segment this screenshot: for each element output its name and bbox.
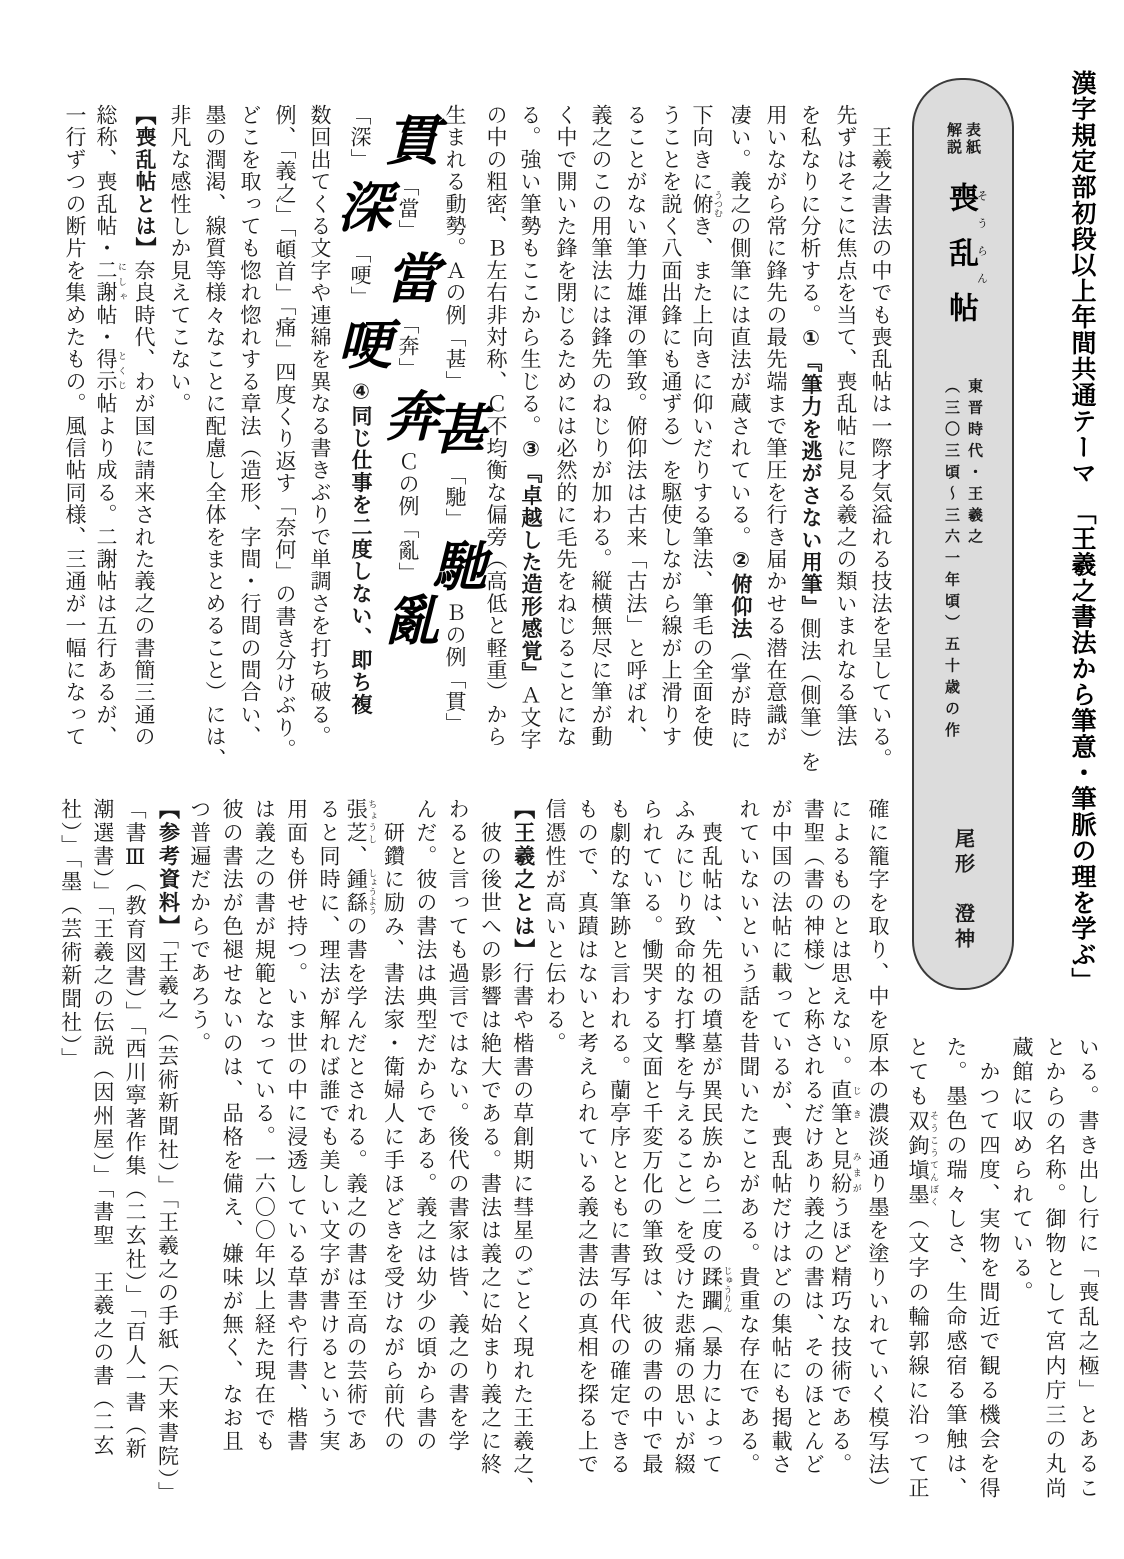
text-column — [723, 104, 758, 804]
text-segment: 下向きに — [690, 104, 714, 193]
text-segment: 側法（側筆）を — [798, 617, 822, 774]
pill-title — [938, 182, 988, 347]
pill-author: 尾形 澄神 — [951, 828, 974, 953]
text-column — [119, 798, 151, 1556]
text-column — [127, 104, 162, 804]
inline-heading-segment: ②俯仰法 — [729, 548, 752, 640]
text-column — [313, 798, 345, 1556]
text-segment: は義之の書が規範となっている。一六〇〇年以上経た現在でも — [252, 798, 277, 1454]
text-segment: 奈良時代、わが国に請来された義之の書簡三通の — [132, 259, 156, 748]
text-segment: 俯 うつむ — [690, 190, 723, 218]
text-segment: 信憑性が高いと伝わる。 — [543, 798, 568, 1056]
text-column — [906, 1036, 939, 1514]
text-column — [1071, 1036, 1104, 1514]
text-column — [506, 798, 538, 1556]
text-segment: うほど精巧な技術である。 — [828, 1195, 853, 1477]
text-segment: 王羲之書法の中でも喪乱帖は一際才気溢れる技法を呈している。 — [869, 104, 893, 770]
text-segment: 用いながら常に鋒先の最先端まで筆圧を行き届かせる潜在意識が — [764, 104, 788, 748]
pill-kicker-line2: 解説 — [945, 122, 962, 156]
text-segment: 二謝 にしゃ — [94, 259, 127, 304]
text-segment: （文字の輪郭線に沿って正 — [906, 1207, 930, 1502]
text-segment: き、また上向きに仰いだりする筆法、筆毛の全面を使 — [690, 215, 714, 748]
calligraphy-example-glyph: 深 — [330, 178, 390, 234]
text-column — [653, 104, 688, 804]
text-segment: いる。書き出し行に「喪乱之極」とあるこ — [1076, 1036, 1100, 1502]
text-segment: ることがない筆力雄渾の筆致。俯仰法は古来「古法」と呼ばれ、 — [624, 104, 648, 748]
text-column — [939, 1036, 972, 1514]
text-segment: 得示 とくじ — [94, 348, 127, 393]
text-segment: どこを取っても惚れ惚れする章法（造形、字間・行間の間合い、 — [238, 104, 262, 748]
text-segment: かつて四度、実物を間近で観る機会を得 — [977, 1036, 1001, 1502]
text-segment: 「奔」 — [396, 313, 420, 380]
text-column — [410, 798, 442, 1556]
text-column — [302, 104, 337, 804]
pill-subtitle — [940, 378, 986, 744]
text-column — [1005, 1036, 1038, 1514]
lower-right-text-block — [906, 1036, 1104, 1514]
text-column — [57, 104, 92, 804]
text-column — [583, 104, 618, 804]
inline-heading-segment: ①『筆力を逃がさない用筆』 — [799, 326, 822, 618]
text-column — [216, 798, 248, 1556]
inline-heading-segment: 【参考資料】 — [156, 798, 180, 939]
text-segment: によるものとは思えない。 — [828, 798, 853, 1079]
calligraphy-example-glyph: 當 — [378, 249, 438, 306]
text-column — [636, 798, 668, 1556]
text-segment: （掌が時に — [728, 639, 752, 751]
text-segment: が中国の法帖に載っているが、喪乱帖だけはどの集帖にも掲載さ — [769, 798, 794, 1477]
text-segment: と — [828, 1125, 853, 1150]
text-segment: 喪そう — [944, 182, 988, 237]
text-segment: わると言っても過言ではない。後代の書家は皆、義之の書を学 — [446, 798, 471, 1454]
inline-heading-segment: 【喪乱帖とは】 — [133, 104, 156, 260]
text-column — [539, 798, 571, 1556]
text-column — [378, 104, 438, 804]
text-segment: 社）」「墨（芸術新聞社）」 — [58, 798, 83, 1071]
text-segment: の中の粗密、Ｂ左右非対称、Ｃ不均衡な偏旁（高低と軽重）から — [484, 104, 508, 748]
text-segment: （暴力によって — [699, 1312, 724, 1477]
text-column — [829, 798, 861, 1556]
text-column — [793, 104, 828, 804]
text-column — [87, 798, 119, 1556]
text-segment: 研鑽に励み、書法家・衛婦人に手ほどきを受けながら前代の — [381, 798, 406, 1454]
text-segment: つ普遍だからであろう。 — [187, 798, 212, 1056]
text-segment: 義之のこの用筆法には鋒先のねじりが加わる。縦横無尽に筆が動 — [589, 104, 613, 748]
text-segment: 書聖（書の神様）と称されるだけあり義之の書は、そのほとんど — [801, 798, 826, 1477]
text-segment: 行書や楷書の草創期に彗星のごとく現れた王羲之、 — [510, 961, 535, 1501]
calligraphy-example-glyph: 馳 — [425, 538, 485, 594]
text-segment: 、 — [344, 844, 369, 869]
text-segment: 確に籠字を取り、中を原本の濃淡通り墨を塗りいれていく模写法） — [866, 798, 890, 1500]
text-segment: 例、「義之」「頓首」「痛」四度くり返す「奈何」の書き分けぶり。 — [273, 104, 297, 761]
text-column — [232, 104, 267, 804]
inline-heading-segment: 【王羲之とは】 — [511, 798, 535, 962]
text-segment: れていないという話を昔聞いたことがある。貴重な存在である。 — [736, 798, 761, 1477]
text-segment: 見紛 みまが — [828, 1149, 862, 1196]
text-segment: ふみにじり致命的な打撃を与えること）を受けた悲痛の思いが綴 — [672, 798, 697, 1477]
text-segment: 「深」 — [348, 104, 372, 171]
text-segment: Ｂの例「貫」 — [443, 601, 467, 735]
text-segment: 直筆 じき — [828, 1078, 862, 1126]
text-segment: とからの名称。御物として宮内庁三の丸尚 — [1043, 1036, 1067, 1502]
text-column — [197, 104, 232, 804]
text-segment: 用面も併せ持つ。いま世の中に浸透している草書や行書、楷書 — [284, 798, 309, 1454]
text-column — [758, 104, 793, 804]
text-segment: 喪乱帖は、先祖の墳墓が異民族から二度の — [699, 798, 724, 1266]
text-segment: た。墨色の瑞々しさ、生命感宿る筆触は、 — [944, 1036, 968, 1502]
text-segment: 「哽」 — [348, 241, 372, 309]
text-column — [688, 104, 723, 804]
text-column — [425, 104, 485, 804]
text-segment: 彼の書法が色褪せないのは、品格を備え、嫌味が無く、なお且 — [220, 798, 245, 1454]
text-column — [162, 104, 197, 804]
text-segment: 鍾繇 しょうよう — [344, 868, 378, 916]
text-column — [267, 104, 302, 804]
text-segment: Ａ文字 — [518, 684, 542, 751]
pill-subtitle-line1: 東晋時代・王羲之 — [966, 378, 983, 550]
text-column — [972, 1036, 1005, 1514]
text-segment: 先ずはそこに焦点を当て、喪乱帖に見る羲之の類いまれなる筆法 — [834, 104, 858, 748]
text-segment: とても — [906, 1036, 930, 1110]
pill-subtitle-line2: （三〇三頃～三六一年頃）五十歳の作 — [943, 378, 960, 744]
text-column — [863, 104, 898, 804]
pill-kicker-line1: 表紙 — [964, 122, 981, 156]
calligraphy-example-glyph: 奔 — [378, 387, 438, 443]
upper-text-block — [52, 104, 898, 804]
text-segment: の書を学んだとされる。義之の書は至高の芸術であ — [344, 915, 369, 1454]
text-column — [474, 798, 506, 1556]
text-column — [1038, 1036, 1071, 1514]
text-segment: 乱らん — [944, 237, 988, 292]
text-column — [513, 104, 548, 804]
text-segment: 生まれる動勢。Ａの例「甚」 — [443, 104, 467, 393]
text-segment: 帖 — [944, 292, 977, 347]
inline-heading-segment: ④同じ仕事を二度しない、即ち複 — [349, 379, 372, 716]
text-column — [571, 798, 603, 1556]
text-segment: られている。慟哭する文面と千変万化の筆致は、彼の書の中で最 — [639, 798, 664, 1477]
calligraphy-example-glyph: 亂 — [378, 592, 438, 648]
text-column — [183, 798, 215, 1556]
text-segment: を私なりに分析する。 — [798, 104, 822, 326]
text-column — [345, 798, 377, 1556]
text-column — [280, 798, 312, 1556]
text-column — [668, 798, 700, 1556]
text-segment: 一行ずつの断片を集めたもの。風信帖同様、三通が一幅になって — [63, 104, 87, 748]
calligraphy-example-glyph: 貫 — [378, 112, 438, 168]
inline-heading-segment: ③『卓越した造形感覚』 — [519, 437, 542, 685]
text-segment: る。強い筆勢もここから生じる。 — [518, 104, 542, 437]
text-segment: 「當」 — [396, 175, 420, 242]
text-segment: 凄い。義之の側筆には直法が蔵されている。 — [728, 104, 752, 548]
text-segment: んだ。彼の書法は典型だからである。義之は幼少の頃から書の — [413, 798, 438, 1454]
text-segment: く中で開いた鋒を閉じるためには必然的に毛先をねじることにな — [554, 104, 578, 748]
text-column — [862, 798, 894, 1556]
text-segment: 双鉤塡墨 そうこうてんぼく — [906, 1109, 939, 1208]
text-segment: 蔵館に収められている。 — [1010, 1036, 1034, 1306]
text-column — [377, 798, 409, 1556]
text-segment: 潮選書）」「王羲之の伝説（因州屋）」「書聖 王羲之の書（二玄 — [90, 798, 115, 1458]
text-segment: うことを説く八面出鋒にも通ずる）を駆使しながら線が上滑りす — [659, 104, 683, 748]
text-column — [603, 798, 635, 1556]
text-segment: 蹂躙 じゅうりん — [699, 1266, 733, 1313]
text-column — [248, 798, 280, 1556]
calligraphy-example-glyph: 甚 — [425, 400, 485, 456]
text-column — [54, 798, 86, 1556]
text-column — [797, 798, 829, 1556]
text-segment: 非凡な感性しか見えてこない。 — [168, 104, 192, 415]
text-segment: 帖より成る。二謝帖は五行あるが、 — [94, 392, 118, 748]
text-segment: 数回出てくる文字や連綿を異なる書きぶりで単調さを打ち破る。 — [308, 104, 332, 748]
text-segment: 墨の潤渇、線質等様々なことに配慮し全体をまとめること）には、 — [203, 104, 227, 770]
text-segment: 帖・ — [94, 303, 118, 349]
text-segment: も劇的な筆跡と言われる。蘭亭序とともに書写年代の確定できる — [607, 798, 632, 1477]
text-column — [733, 798, 765, 1556]
lower-left-text-block — [52, 798, 894, 1556]
page-headline: 漢字規定部初段以上年間共通テーマ 「王羲之書法から筆意・筆脈の理を学ぶ」 — [1068, 70, 1096, 994]
text-column — [442, 798, 474, 1556]
text-segment: もので、真蹟はないと考えられている義之書法の真相を探る上で — [575, 798, 600, 1477]
text-column — [700, 798, 732, 1556]
text-column — [618, 104, 653, 804]
text-column — [548, 104, 583, 804]
text-segment: 張芝 ちょうし — [344, 798, 378, 845]
text-segment: 「馳」 — [443, 463, 467, 531]
cover-caption-pill — [912, 78, 1014, 990]
text-column — [330, 104, 390, 804]
calligraphy-example-glyph: 哽 — [330, 316, 390, 372]
text-column — [92, 104, 127, 804]
text-segment: 「書Ⅲ（教育図書）」「西川寧著作集（二玄社）」「百人一書（新 — [123, 798, 148, 1461]
text-column — [765, 798, 797, 1556]
text-column — [828, 104, 863, 804]
text-segment: 総称、喪乱帖・ — [94, 104, 118, 260]
text-segment: Ｃの例「亂」 — [396, 450, 420, 585]
text-segment: 「王羲之（芸術新聞社）」「王羲之の手紙（天来書院）」 — [155, 938, 180, 1505]
text-segment: ると同時に、理法が解れば誰でも美しい文字が書けるという実 — [316, 798, 341, 1454]
text-segment: 彼の後世への影響は絶大である。書法は義之に始まり義之に終 — [478, 798, 503, 1477]
pill-kicker — [944, 122, 982, 156]
text-column — [151, 798, 183, 1556]
